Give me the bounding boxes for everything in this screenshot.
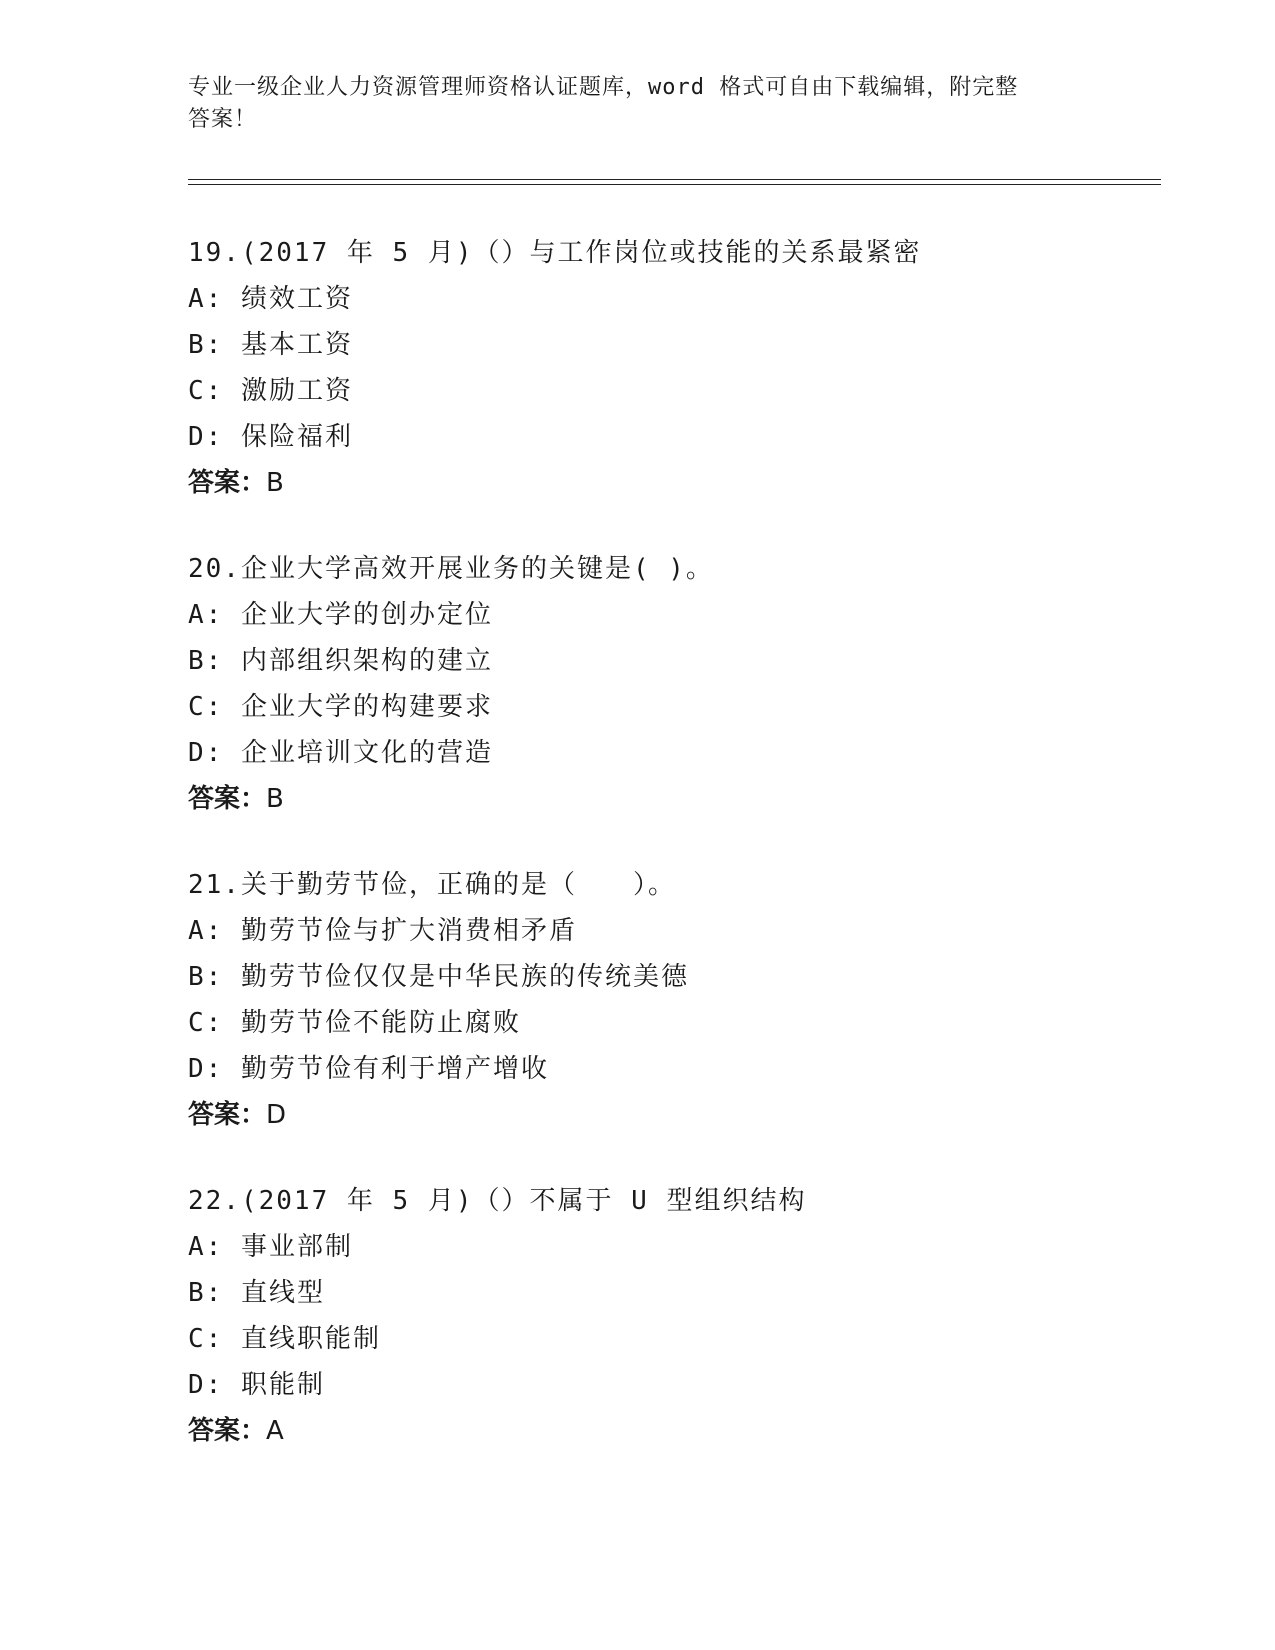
question-22: [188, 1178, 1168, 1454]
option-d: D: 职能制: [188, 1370, 325, 1400]
answer: [188, 1092, 1168, 1138]
option-a: A: 事业部制: [188, 1232, 353, 1262]
question-stem: 21.关于勤劳节俭，正确的是（ ）。: [188, 870, 676, 900]
answer-value: B: [266, 784, 284, 814]
option-a: A: 绩效工资: [188, 284, 353, 314]
answer: [188, 776, 1168, 822]
answer-label: 答案：: [188, 468, 267, 498]
option-b: B: 基本工资: [188, 330, 353, 360]
option-b: B: 直线型: [188, 1278, 325, 1308]
question-stem: 19.(2017 年 5 月)（）与工作岗位或技能的关系最紧密: [188, 238, 922, 268]
option-a: A: 企业大学的创办定位: [188, 600, 493, 630]
header-divider-bottom: [188, 184, 1161, 185]
header-line-1: 专业一级企业人力资源管理师资格认证题库，word 格式可自由下载编辑，附完整: [188, 75, 1019, 100]
answer-value: A: [266, 1416, 284, 1446]
question-21: [188, 862, 1168, 1138]
option-b: B: 内部组织架构的建立: [188, 646, 493, 676]
answer-label: 答案：: [188, 784, 267, 814]
question-19: [188, 230, 1168, 506]
option-c: C: 企业大学的构建要求: [188, 692, 493, 722]
option-d: D: 企业培训文化的营造: [188, 738, 493, 768]
answer-label: 答案：: [188, 1416, 267, 1446]
option-d: D: 勤劳节俭有利于增产增收: [188, 1054, 549, 1084]
question-stem: 20.企业大学高效开展业务的关键是( )。: [188, 554, 714, 584]
answer: [188, 1408, 1168, 1454]
option-b: B: 勤劳节俭仅仅是中华民族的传统美德: [188, 962, 689, 992]
answer-label: 答案：: [188, 1100, 267, 1130]
question-stem: 22.(2017 年 5 月)（）不属于 U 型组织结构: [188, 1186, 807, 1216]
option-a: A: 勤劳节俭与扩大消费相矛盾: [188, 916, 577, 946]
option-c: C: 直线职能制: [188, 1324, 381, 1354]
header-divider-top: [188, 179, 1161, 180]
option-c: C: 激励工资: [188, 376, 353, 406]
header-line-2: 答案！: [188, 107, 258, 132]
answer-value: D: [266, 1100, 287, 1130]
document-header: [188, 72, 1088, 136]
option-c: C: 勤劳节俭不能防止腐败: [188, 1008, 521, 1038]
answer-value: B: [266, 468, 284, 498]
option-d: D: 保险福利: [188, 422, 353, 452]
answer: [188, 460, 1168, 506]
question-20: [188, 546, 1168, 822]
